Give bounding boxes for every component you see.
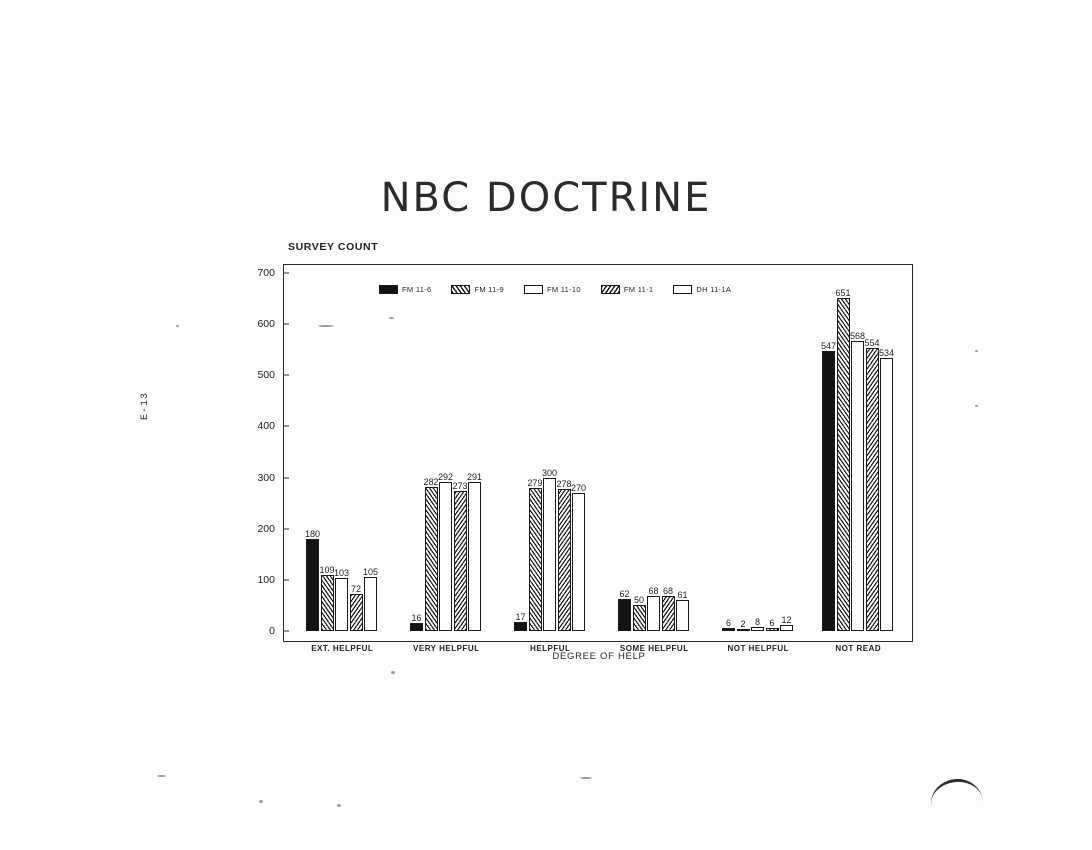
legend-item-label: DH 11-1A [696, 285, 732, 294]
bar-value-label: 270 [570, 482, 587, 493]
bar-value-label: 61 [677, 589, 688, 600]
x-tick-label: NOT HELPFUL [727, 644, 789, 653]
bar-value-label: 16 [411, 612, 422, 623]
bar [514, 612, 527, 631]
bar-value-label: 6 [725, 617, 732, 628]
y-axis-label: SURVEY COUNT [288, 241, 379, 253]
bar-value-label: 72 [350, 584, 362, 595]
bar-group [618, 265, 691, 653]
bar [676, 589, 689, 631]
bar [849, 330, 866, 631]
scan-speck [176, 325, 179, 327]
bar [410, 612, 423, 631]
bar-value-label: 68 [662, 586, 674, 597]
bar-value-label: 8 [754, 616, 761, 627]
x-tick-label: VERY HELPFUL [413, 644, 480, 653]
bar [350, 584, 363, 631]
y-tick-label: 400 [257, 420, 284, 432]
x-tick-label: HELPFUL [530, 644, 571, 653]
bar [362, 567, 379, 631]
bar-value-label: 17 [515, 612, 526, 623]
bar-value-label: 291 [466, 472, 483, 483]
bar-value-label: 105 [362, 567, 379, 578]
bar-value-label: 2 [740, 619, 746, 629]
y-tick-label: 300 [257, 472, 284, 484]
scan-speck [975, 405, 978, 407]
bar [780, 614, 793, 631]
bar [452, 481, 468, 631]
bar-value-label: 6 [769, 617, 775, 628]
bar [333, 568, 350, 631]
bar-value-label: 103 [333, 568, 350, 579]
bar [466, 472, 483, 631]
bar [618, 589, 631, 631]
bar [319, 565, 335, 631]
bar [864, 337, 880, 631]
bar-value-label: 109 [319, 565, 335, 576]
scan-speck [337, 804, 341, 807]
bar [751, 616, 764, 631]
bar-value-label: 50 [633, 595, 645, 606]
bar-value-label: 292 [437, 471, 454, 482]
scan-speck [391, 671, 395, 674]
bar-value-label: 547 [820, 341, 837, 352]
bar-value-label: 68 [648, 586, 659, 597]
bar [835, 288, 851, 631]
legend-item-label: FM 11-9 [474, 285, 504, 294]
bar-group [304, 265, 379, 653]
legend-item-label: FM 11-6 [402, 285, 432, 294]
bar-value-label: 279 [527, 478, 543, 489]
bar-value-label: 180 [304, 528, 321, 539]
bar [527, 478, 543, 631]
bar [737, 619, 750, 631]
bars-container [284, 265, 914, 653]
scan-speck [389, 317, 394, 319]
bar [556, 478, 572, 631]
bar [570, 482, 587, 631]
scan-speck [259, 800, 263, 803]
bar-value-label: 62 [619, 589, 630, 600]
bar [647, 586, 660, 631]
bar [662, 586, 675, 631]
bar [437, 471, 454, 631]
bar-value-label: 568 [849, 330, 866, 341]
bar-value-label: 282 [423, 476, 439, 487]
x-tick-label: SOME HELPFUL [619, 644, 689, 653]
y-tick-label: 0 [269, 625, 284, 637]
bar-value-label: 273 [452, 481, 468, 492]
legend-item-label: FM 11-1 [623, 285, 654, 294]
bar-group [410, 265, 483, 653]
scan-speck [580, 777, 592, 779]
legend-item-label: FM 11-10 [546, 285, 581, 294]
chart-title: NBC DOCTRINE [380, 175, 712, 221]
y-tick-label: 600 [257, 318, 284, 330]
scan-curl-artifact [929, 776, 984, 810]
x-tick-label: NOT READ [835, 644, 882, 653]
bar [304, 528, 321, 631]
bar [766, 617, 779, 631]
scan-speck [975, 350, 978, 352]
bar-value-label: 651 [835, 288, 851, 299]
scan-speck [157, 775, 166, 777]
bar-group [722, 265, 795, 653]
y-tick-label: 100 [257, 574, 284, 586]
bar [878, 347, 895, 631]
bar-value-label: 534 [878, 347, 895, 358]
x-tick-label: EXT. HELPFUL [311, 644, 374, 653]
bar-value-label: 278 [556, 478, 572, 489]
bar-value-label: 12 [781, 614, 792, 625]
x-axis-label: DEGREE OF HELP [552, 651, 646, 662]
bar [820, 341, 837, 631]
y-tick-label: 200 [257, 523, 284, 535]
bar [722, 617, 735, 631]
bar-value-label: 554 [864, 337, 880, 348]
bar [423, 476, 439, 631]
y-tick-label: 500 [257, 369, 284, 381]
y-tick-label: 700 [257, 267, 284, 279]
bar [633, 595, 646, 631]
scan-speck [318, 325, 334, 327]
page-side-marker: E-13 [140, 391, 151, 420]
chart-plot-frame [257, 264, 913, 662]
bar-group [820, 265, 895, 653]
bar-value-label: 300 [541, 467, 558, 478]
bar [541, 467, 558, 631]
bar-group [514, 265, 587, 653]
